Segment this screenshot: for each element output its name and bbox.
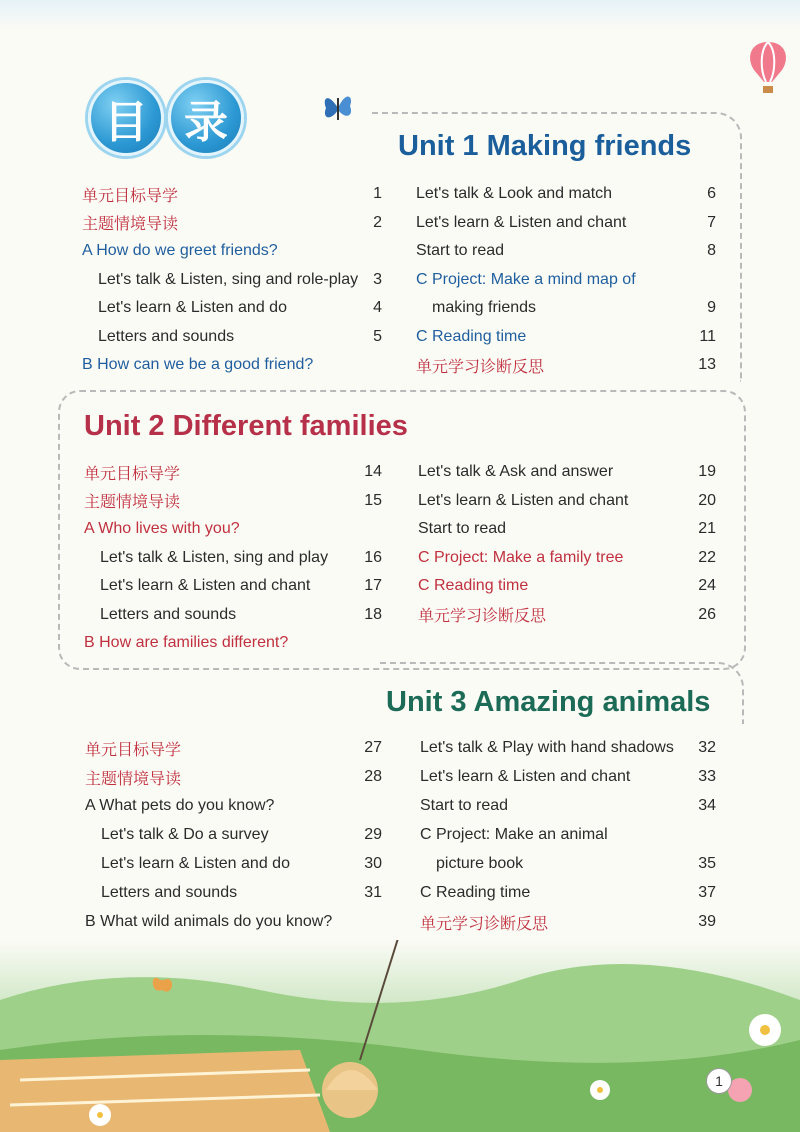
toc-entry-page: 35 xyxy=(698,855,716,872)
toc-entry-label: 主题情境导读 xyxy=(82,216,179,233)
toc-entry-label: Let's learn & Listen and chant xyxy=(420,768,631,785)
toc-entry xyxy=(416,180,612,208)
toc-entry-page: 16 xyxy=(364,548,382,566)
toc-entry-label: 单元目标导学 xyxy=(84,465,181,483)
toc-entry-page: 6 xyxy=(707,185,716,202)
toc-entry xyxy=(82,351,313,379)
toc-entry xyxy=(418,601,546,629)
toc-entry-label: Let's talk & Play with hand shadows xyxy=(420,739,674,756)
toc-entry xyxy=(84,629,288,657)
toc-entry xyxy=(101,850,290,878)
toc-entry-label: C Reading time xyxy=(418,577,529,594)
toc-entry xyxy=(98,323,234,351)
toc-entry-label: A How do we greet friends? xyxy=(82,242,278,259)
toc-entry-page: 34 xyxy=(698,797,716,814)
toc-entry-page: 15 xyxy=(364,491,382,509)
toc-entry-label: C Reading time xyxy=(420,884,531,901)
toc-entry xyxy=(420,734,674,762)
toc-entry xyxy=(82,209,178,237)
toc-entry-label: Let's learn & Listen and chant xyxy=(100,577,311,594)
toc-entry xyxy=(418,572,528,600)
toc-entry-page: 11 xyxy=(699,327,716,345)
toc-entry-page: 1 xyxy=(373,185,382,202)
toc-entry xyxy=(98,266,358,294)
toc-entry-page: 17 xyxy=(364,577,382,594)
toc-entry-page: 18 xyxy=(364,605,382,623)
toc-entry-page: 21 xyxy=(698,520,716,537)
toc-entry-label: Let's talk & Listen, sing and play xyxy=(100,548,329,566)
toc-entry-page: 5 xyxy=(373,327,382,345)
hot-air-balloon-icon xyxy=(744,40,792,94)
toc-entry-page: 19 xyxy=(698,463,716,480)
toc-entry-label: 单元学习诊断反思 xyxy=(420,915,549,933)
toc-entry xyxy=(418,458,613,486)
toc-entry-page: 27 xyxy=(364,739,382,756)
toc-entry-label: picture book xyxy=(436,855,524,872)
toc-entry-label: 单元学习诊断反思 xyxy=(418,608,547,625)
toc-entry xyxy=(416,266,636,294)
toc-entry-label: Let's learn & Listen and do xyxy=(98,299,287,316)
toc-entry-label: 主题情境导读 xyxy=(84,494,181,511)
toc-entry-label: B How are families different? xyxy=(84,634,289,651)
toc-entry xyxy=(418,487,628,515)
toc-entry xyxy=(85,908,332,936)
toc-entry xyxy=(84,487,180,515)
toc-entry xyxy=(98,294,287,322)
toc-entry xyxy=(85,734,181,762)
toc-entry-label: A What pets do you know? xyxy=(85,797,275,814)
toc-badge xyxy=(88,80,244,156)
toc-entry xyxy=(420,908,548,936)
toc-entry xyxy=(418,515,506,543)
toc-entry xyxy=(101,821,269,849)
toc-entry-label: Let's learn & Listen and chant xyxy=(418,491,629,509)
toc-entry-page: 29 xyxy=(364,826,382,843)
toc-entry-page: 33 xyxy=(698,768,716,785)
toc-entry xyxy=(100,601,236,629)
toc-entry-page: 2 xyxy=(373,213,382,231)
toc-entry-label: Let's talk & Listen, sing and role-play xyxy=(98,270,359,288)
toc-entry-label: 单元目标导学 xyxy=(85,741,182,759)
toc-entry xyxy=(416,351,544,379)
toc-entry-page: 9 xyxy=(707,299,716,316)
toc-entry-label: Start to read xyxy=(420,797,509,814)
toc-entry-label: Letters and sounds xyxy=(98,327,235,345)
toc-char: 录 xyxy=(168,80,244,156)
toc-entry-page: 26 xyxy=(698,605,716,623)
toc-entry-label: C Project: Make an animal xyxy=(420,826,608,843)
toc-entry-page: 14 xyxy=(364,463,382,480)
toc-entry-label: Start to read xyxy=(418,520,507,537)
toc-entry-label: Let's talk & Look and match xyxy=(416,185,613,202)
toc-entry xyxy=(82,237,278,265)
toc-entry-label: B What wild animals do you know? xyxy=(85,913,333,930)
toc-entry xyxy=(420,792,508,820)
toc-entry xyxy=(420,879,530,907)
toc-entry xyxy=(85,763,181,791)
toc-entry xyxy=(416,209,626,237)
toc-entry-page: 37 xyxy=(698,884,716,901)
toc-entry-page: 20 xyxy=(698,491,716,509)
toc-entry-page: 39 xyxy=(698,913,716,930)
toc-entry xyxy=(82,180,178,208)
toc-entry-page: 22 xyxy=(698,548,716,566)
toc-entry xyxy=(436,850,523,878)
toc-entry-page: 28 xyxy=(364,768,382,785)
toc-entry xyxy=(420,763,630,791)
toc-entry xyxy=(416,323,526,351)
toc-entry-page: 8 xyxy=(707,242,716,259)
toc-entry-page: 32 xyxy=(698,739,716,756)
toc-entry-label: Let's learn & Listen and do xyxy=(101,855,290,872)
page-number: 1 xyxy=(706,1068,732,1094)
toc-entry-label: C Project: Make a mind map of xyxy=(416,270,636,288)
butterfly-icon xyxy=(320,88,356,128)
toc-entry-page: 24 xyxy=(698,577,716,594)
toc-entry-page: 13 xyxy=(698,356,716,373)
toc-entry-label: C Project: Make a family tree xyxy=(418,548,624,566)
unit3-title: Unit 3 Amazing animals xyxy=(386,686,711,718)
toc-entry xyxy=(420,821,608,849)
toc-entry xyxy=(84,458,180,486)
top-sky-band xyxy=(0,0,800,30)
toc-entry-page: 3 xyxy=(373,270,382,288)
toc-entry xyxy=(85,792,274,820)
toc-entry-label: Let's talk & Do a survey xyxy=(101,826,269,843)
toc-entry-label: B How can we be a good friend? xyxy=(82,356,314,373)
toc-entry xyxy=(100,572,310,600)
toc-entry-label: Let's learn & Listen and chant xyxy=(416,213,627,231)
toc-entry-label: Start to read xyxy=(416,242,505,259)
toc-entry-page: 30 xyxy=(364,855,382,872)
toc-entry-label: Letters and sounds xyxy=(100,605,237,623)
toc-entry-label: Letters and sounds xyxy=(101,884,238,901)
toc-entry xyxy=(84,515,240,543)
toc-entry-label: making friends xyxy=(432,299,537,316)
toc-entry-label: A Who lives with you? xyxy=(84,520,240,537)
meadow-illustration xyxy=(0,940,800,1132)
toc-entry-page: 7 xyxy=(707,213,716,231)
unit2-title: Unit 2 Different families xyxy=(84,410,408,442)
toc-entry-label: 单元目标导学 xyxy=(82,187,179,205)
toc-entry-label: Let's talk & Ask and answer xyxy=(418,463,614,480)
toc-entry-label: C Reading time xyxy=(416,327,527,345)
toc-entry xyxy=(100,544,328,572)
toc-entry-page: 31 xyxy=(364,884,382,901)
toc-entry-label: 主题情境导读 xyxy=(85,770,182,788)
toc-entry xyxy=(432,294,536,322)
toc-entry xyxy=(101,879,237,907)
toc-char: 目 xyxy=(88,80,164,156)
toc-entry-label: 单元学习诊断反思 xyxy=(416,358,545,376)
unit1-title: Unit 1 Making friends xyxy=(398,130,692,162)
toc-entry xyxy=(416,237,504,265)
toc-entry-page: 4 xyxy=(373,299,382,316)
toc-entry xyxy=(418,544,623,572)
